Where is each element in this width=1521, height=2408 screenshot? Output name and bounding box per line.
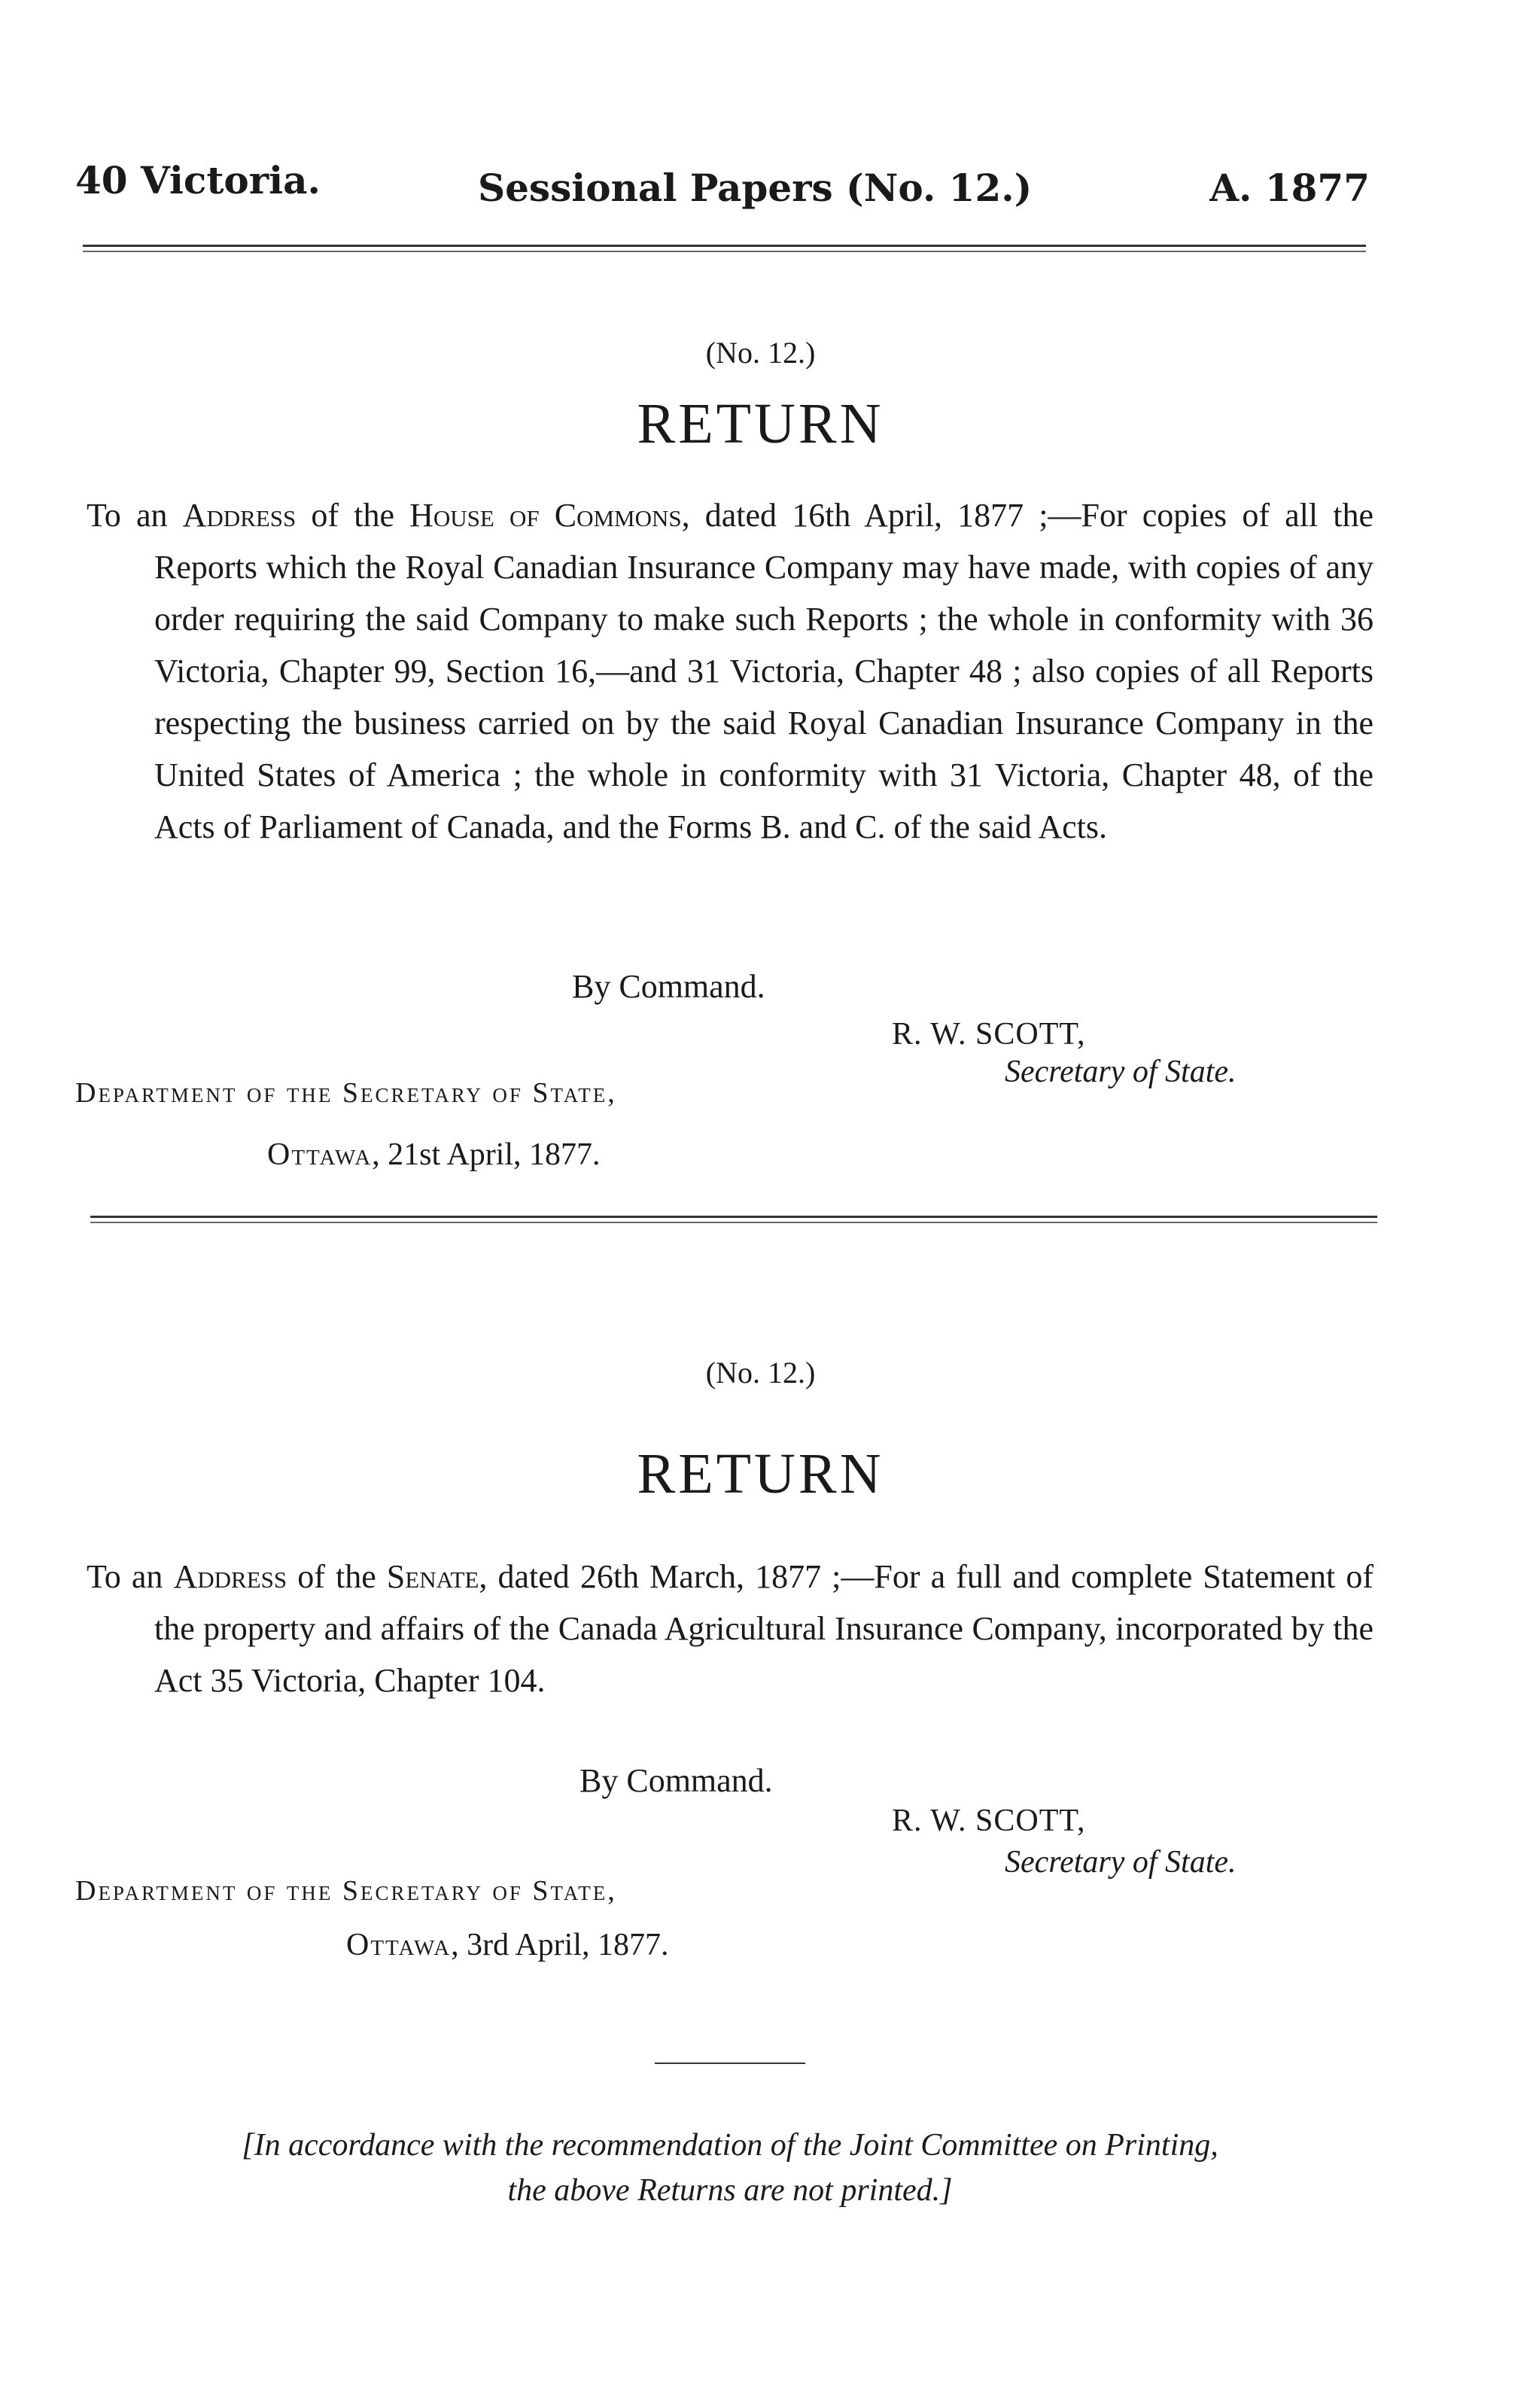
return-1-place-date: Ottawa, 21st April, 1877. (267, 1137, 601, 1172)
return-2-text: , dated 26th March, 1877 ;—For a full and complete Statement of the property and affairs of the Canada Agricultural Insurance Company, incorporated by the Act 35 Victoria, Chapter 104. (154, 1558, 1373, 1699)
section-rule (90, 1216, 1377, 1225)
return-2-by-command: By Command. (580, 1762, 773, 1799)
return-2-address: To an Address of the Senate, dated 26th March, 1877 ;—For a full and complete Statement of the property and affairs of the Canada Agricultural Insurance Company, incorporated by the Act 35 Victoria, Chapter 104. (87, 1558, 1373, 1699)
return-1-lead: To an Address (87, 497, 297, 534)
return-1-number: (No. 12.) (705, 336, 816, 370)
return-1-signer: R. W. SCOTT, (892, 1017, 1086, 1052)
note-line-1: [In accordance with the recommendation of the Joint Committee on Printing, (242, 2128, 1218, 2163)
return-1-department: Department of the Secretary of State, (75, 1077, 617, 1109)
return-2-signer-title: Secretary of State. (1005, 1845, 1237, 1880)
return-2-title: RETURN (637, 1442, 884, 1505)
return-2-signer: R. W. SCOTT, (892, 1804, 1086, 1838)
running-header (68, 151, 1370, 218)
return-1-body: House of Commons (409, 497, 682, 534)
return-1-title: RETURN (637, 392, 884, 455)
return-1-by-command: By Command. (572, 968, 765, 1005)
return-1-signer-title: Secretary of State. (1005, 1055, 1237, 1089)
header-volume: 40 Victoria. (75, 158, 321, 202)
return-2-body: Senate (386, 1558, 479, 1595)
return-2-lead: To an Address (87, 1558, 287, 1595)
header-year: A. 1877 (1209, 166, 1370, 210)
short-rule (655, 2062, 805, 2064)
printing-note (60, 2123, 1400, 2213)
note-line-2: the above Returns are not printed.] (507, 2173, 953, 2208)
header-title: Sessional Papers (No. 12.) (478, 166, 1033, 210)
return-2-department: Department of the Secretary of State, (75, 1875, 617, 1907)
header-rule (83, 245, 1366, 254)
return-1-address: To an Address of the House of Commons, dated 16th April, 1877 ;—For copies of all the Reports which the Royal Canadian Insurance Company may have made, with copies of any order requiring the said Company to make such Reports ; the whole in conformity with 36 Victoria, Chapter 99, Section 16,—and 31 Victoria, Chapter 48 ; also copies of all Reports respecting the business carried on by the said Royal Canadian Insurance Company in the United States of America ; the whole in conformity with 31 Victoria, Chapter 48, of the Acts of Parliament of Canada, and the Forms B. and C. of the said Acts. (87, 497, 1373, 845)
return-2-place-date: Ottawa, 3rd April, 1877. (346, 1928, 669, 1962)
return-2-number: (No. 12.) (705, 1356, 816, 1390)
return-1-text: , dated 16th April, 1877 ;—For copies of all the Reports which the Royal Canadian Insurance Company may have made, with copies of any order requiring the said Company to make such Reports ; the whole in conformity with 36 Victoria, Chapter 99, Section 16,—and 31 Victoria, Chapter 48 ; also copies of all Reports respecting the business carried on by the said Royal Canadian Insurance Company in the United States of America ; the whole in conformity with 31 Victoria, Chapter 48, of the Acts of Parliament of Canada, and the Forms B. and C. of the said Acts. (154, 497, 1373, 845)
